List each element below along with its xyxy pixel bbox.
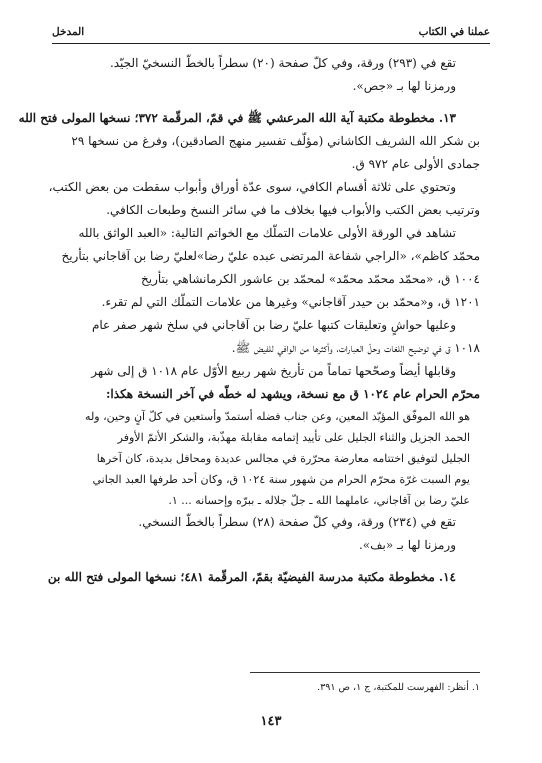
header-rule (52, 43, 490, 44)
text-line: وتحتوي على ثلاثة أقسام الكافي، سوى عدّة أوراق وأبواب سقطت من بعض الكتب، (48, 180, 456, 194)
text-line: ١٢٠١ ق، و«محمّد بن حيدر آقاجاني» وغيرها من علامات التملّك التي لم تقرء. (101, 295, 480, 309)
text-line: وترتيب بعض الكتب والأبواب فيها بخلاف ما في سائر النسخ وطبعات الكافي. (106, 203, 480, 217)
footnote-rule (250, 672, 480, 673)
text-line: محرّم الحرام عام ١٠٢٤ ق مع نسخة، ويشهد له خطّه في آخر النسخة هكذا: (106, 387, 480, 401)
text-line: بن شكر الله الشريف الكاشاني (مؤلّف تفسير منهج الصادقين)، وفرغ من نسخها ٢٩ (71, 134, 480, 148)
quote-line: الحمد الجزيل والثناء الجليل على تأييد إتمامه مقابلة مهذّبة، والشكر الأتمّ الأوفر (117, 431, 470, 444)
text-line: وعليها حواشٍ وتعليقات كتبها عليّ رضا بن آقاجاني في سلخ شهر صفر عام (91, 318, 456, 332)
quote-line: يوم السبت غرّة محرّم الحرام من شهور سنة ١٠٢٤ ق، وكان أحد طرفها العبد الجاني (92, 473, 470, 486)
text-line: ورمزنا لها بـ «بف». (358, 538, 456, 552)
text-line: تقع في (٢٩٣) ورقة، وفي كلّ صفحة (٢٠) سطراً بالخطّ النسخيّ الجيّد. (109, 56, 456, 70)
manuscript-13-heading: ١٣. مخطوطة مكتبة آية الله المرعشي ﷺ في قمّ، المرقّمة ٣٧٢؛ نسخها المولى فتح الله (18, 111, 456, 125)
quote-line: عليّ رضا بن آقاجاني، عاملهما الله ـ جلّ جلاله ـ ببرّه وإحسانه ... ١. (168, 494, 470, 507)
colophon-quote (58, 406, 480, 511)
text-line: جمادى الأولى عام ٩٧٢ ق. (351, 157, 480, 171)
manuscript-14-heading: ١٤. مخطوطة مكتبة مدرسة الفيضيّة بقمّ، المرقّمة ٤٨١؛ نسخها المولى فتح الله بن (47, 570, 456, 584)
body-text (18, 52, 480, 589)
text-line: تقع في (٢٣٤) ورقة، وفي كلّ صفحة (٢٨) سطراً بالخطّ النسخي. (138, 515, 456, 529)
running-header-title: عملنا في الكتاب (418, 26, 490, 38)
running-header-section: المدخل (52, 26, 85, 38)
quote-line: الجليل لتوفيق اختتامه معارضة محرّرة في مجالس عديدة ومحافل بديدة، كان آخرها (96, 452, 470, 465)
text-line: محمّد كاظم»، «الراجي شفاعة المرتضى عبده عليّ رضا»لعليّ رضا بن آقاجاني بتأريخ (61, 249, 480, 263)
text-line: ١٠١٨ ق في توضيح اللغات وحلّ العبارات، وأكثرها من الوافي للفيض ﷺ. (231, 341, 480, 355)
text-line: ورمزنا لها بـ «جص». (352, 79, 456, 93)
page-number: ١٤٣ (260, 714, 282, 729)
text-line: وقابلها أيضاً وصحّحها تماماً من تأريخ شهر ربيع الأوّل عام ١٠١٨ ق إلى شهر (91, 364, 456, 378)
text-line: ١٠٠٤ ق، «محمّد محمّد محمّد» لمحمّد بن عاشور الكرمانشاهي بتأريخ (141, 272, 480, 286)
quote-line: هو الله الموفّق المؤيّد المعين، وعن جناب فضله أستمدّ وأستعين في كلّ آنٍ وحين، وله (85, 410, 470, 423)
text-line: تشاهد في الورقة الأولى علامات التملّك مع الخواتم التالية: «العبد الواثق بالله (78, 226, 456, 240)
footnote: ١. أنظر: الفهرست للمكتبة، ج ١، ص ٣٩١. (317, 682, 480, 693)
